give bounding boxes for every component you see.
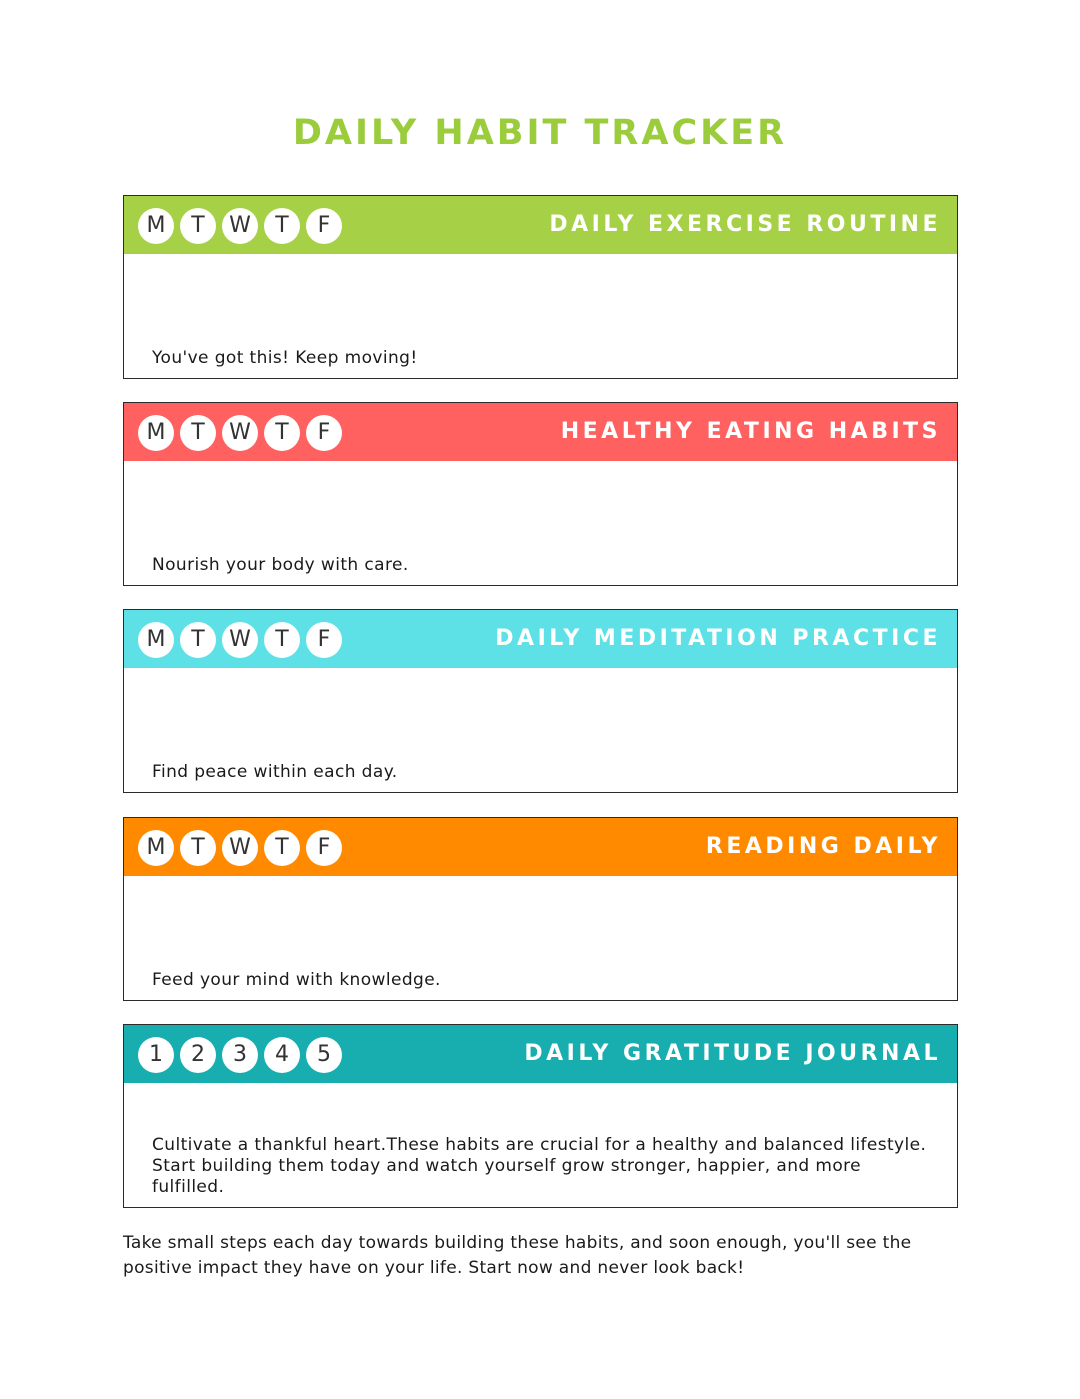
day-checkbox[interactable]: M [138, 830, 174, 866]
habit-card-header [124, 196, 957, 254]
day-checkbox[interactable]: W [222, 622, 258, 658]
habit-note: Cultivate a thankful heart.These habits are crucial for a healthy and balanced lifestyle. Start building them today and watch yourself grow stronger, happier, and more fulfilled. [152, 1135, 927, 1197]
day-checkbox[interactable]: M [138, 622, 174, 658]
day-checkbox[interactable]: 5 [306, 1037, 342, 1073]
habit-title: DAILY EXERCISE ROUTINE [549, 212, 941, 237]
habit-note: Find peace within each day. [152, 762, 398, 782]
day-checkbox[interactable]: M [138, 208, 174, 244]
habit-title: HEALTHY EATING HABITS [560, 419, 941, 444]
habit-card-eating [123, 402, 958, 586]
habit-card-gratitude [123, 1024, 958, 1208]
day-checkbox[interactable]: T [264, 622, 300, 658]
day-checkboxes [138, 208, 342, 244]
day-checkboxes [138, 622, 342, 658]
day-checkbox[interactable]: W [222, 415, 258, 451]
habit-title: DAILY GRATITUDE JOURNAL [524, 1041, 941, 1066]
day-checkbox[interactable]: T [180, 208, 216, 244]
habit-note: Nourish your body with care. [152, 555, 409, 575]
habit-card-header [124, 1025, 957, 1083]
day-checkbox[interactable]: M [138, 415, 174, 451]
habit-title: READING DAILY [705, 834, 941, 859]
day-checkbox[interactable]: T [264, 415, 300, 451]
day-checkbox[interactable]: T [264, 208, 300, 244]
habit-card-header [124, 818, 957, 876]
day-checkbox[interactable]: W [222, 830, 258, 866]
habit-title: DAILY MEDITATION PRACTICE [495, 626, 941, 651]
day-checkbox[interactable]: 3 [222, 1037, 258, 1073]
habit-card-header [124, 403, 957, 461]
day-checkbox[interactable]: T [180, 622, 216, 658]
day-checkbox[interactable]: 4 [264, 1037, 300, 1073]
day-checkbox[interactable]: 2 [180, 1037, 216, 1073]
day-checkbox[interactable]: F [306, 208, 342, 244]
habit-card-header [124, 610, 957, 668]
day-checkboxes [138, 1037, 342, 1073]
day-checkbox[interactable]: T [180, 415, 216, 451]
day-checkbox[interactable]: F [306, 830, 342, 866]
day-checkbox[interactable]: T [180, 830, 216, 866]
footer-text: Take small steps each day towards building these habits, and soon enough, you'll see the positive impact they have on your life. Start now and never look back! [123, 1233, 912, 1278]
habit-card-meditation [123, 609, 958, 793]
day-checkbox[interactable]: F [306, 622, 342, 658]
habit-card-reading [123, 817, 958, 1001]
day-checkbox[interactable]: W [222, 208, 258, 244]
day-checkboxes [138, 415, 342, 451]
day-checkbox[interactable]: F [306, 415, 342, 451]
day-checkboxes [138, 830, 342, 866]
habit-card-exercise [123, 195, 958, 379]
day-checkbox[interactable]: 1 [138, 1037, 174, 1073]
habit-note: You've got this! Keep moving! [152, 348, 418, 368]
day-checkbox[interactable]: T [264, 830, 300, 866]
page-title: DAILY HABIT TRACKER [292, 113, 788, 153]
habit-note: Feed your mind with knowledge. [152, 970, 441, 990]
